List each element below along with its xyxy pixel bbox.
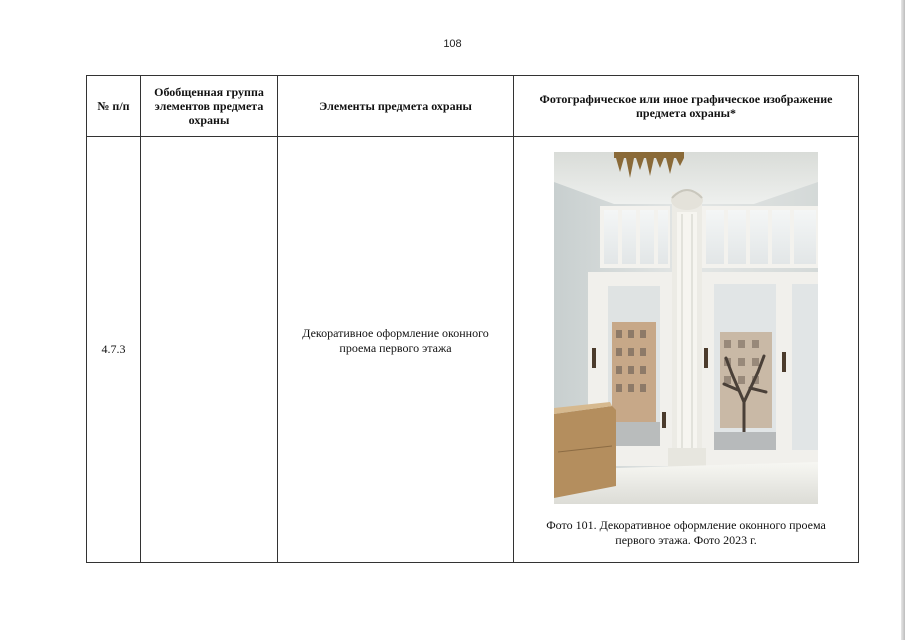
photo-caption: Фото 101. Декоративное оформление оконного проема первого этажа. Фото 2023 г. [546, 518, 826, 547]
header-image: Фотографическое или иное графическое изображение предмета охраны* [514, 76, 859, 137]
header-number: № п/п [87, 76, 141, 137]
scan-edge-shadow [901, 0, 905, 640]
table-header-row [87, 76, 859, 137]
heritage-table [86, 75, 859, 563]
row-element-text: Декоративное оформление оконного проема первого этажа [302, 325, 489, 355]
window-photo [554, 152, 818, 504]
window-photo-image [554, 152, 818, 504]
row-group [141, 137, 278, 563]
row-number: 4.7.3 [87, 137, 141, 563]
page-number: 108 [443, 38, 462, 50]
table-row [87, 137, 859, 563]
header-elements: Элементы предмета охраны [278, 76, 514, 137]
row-element [278, 137, 514, 563]
row-image-cell [514, 137, 859, 563]
header-group: Обобщенная группа элементов предмета охраны [141, 76, 278, 137]
